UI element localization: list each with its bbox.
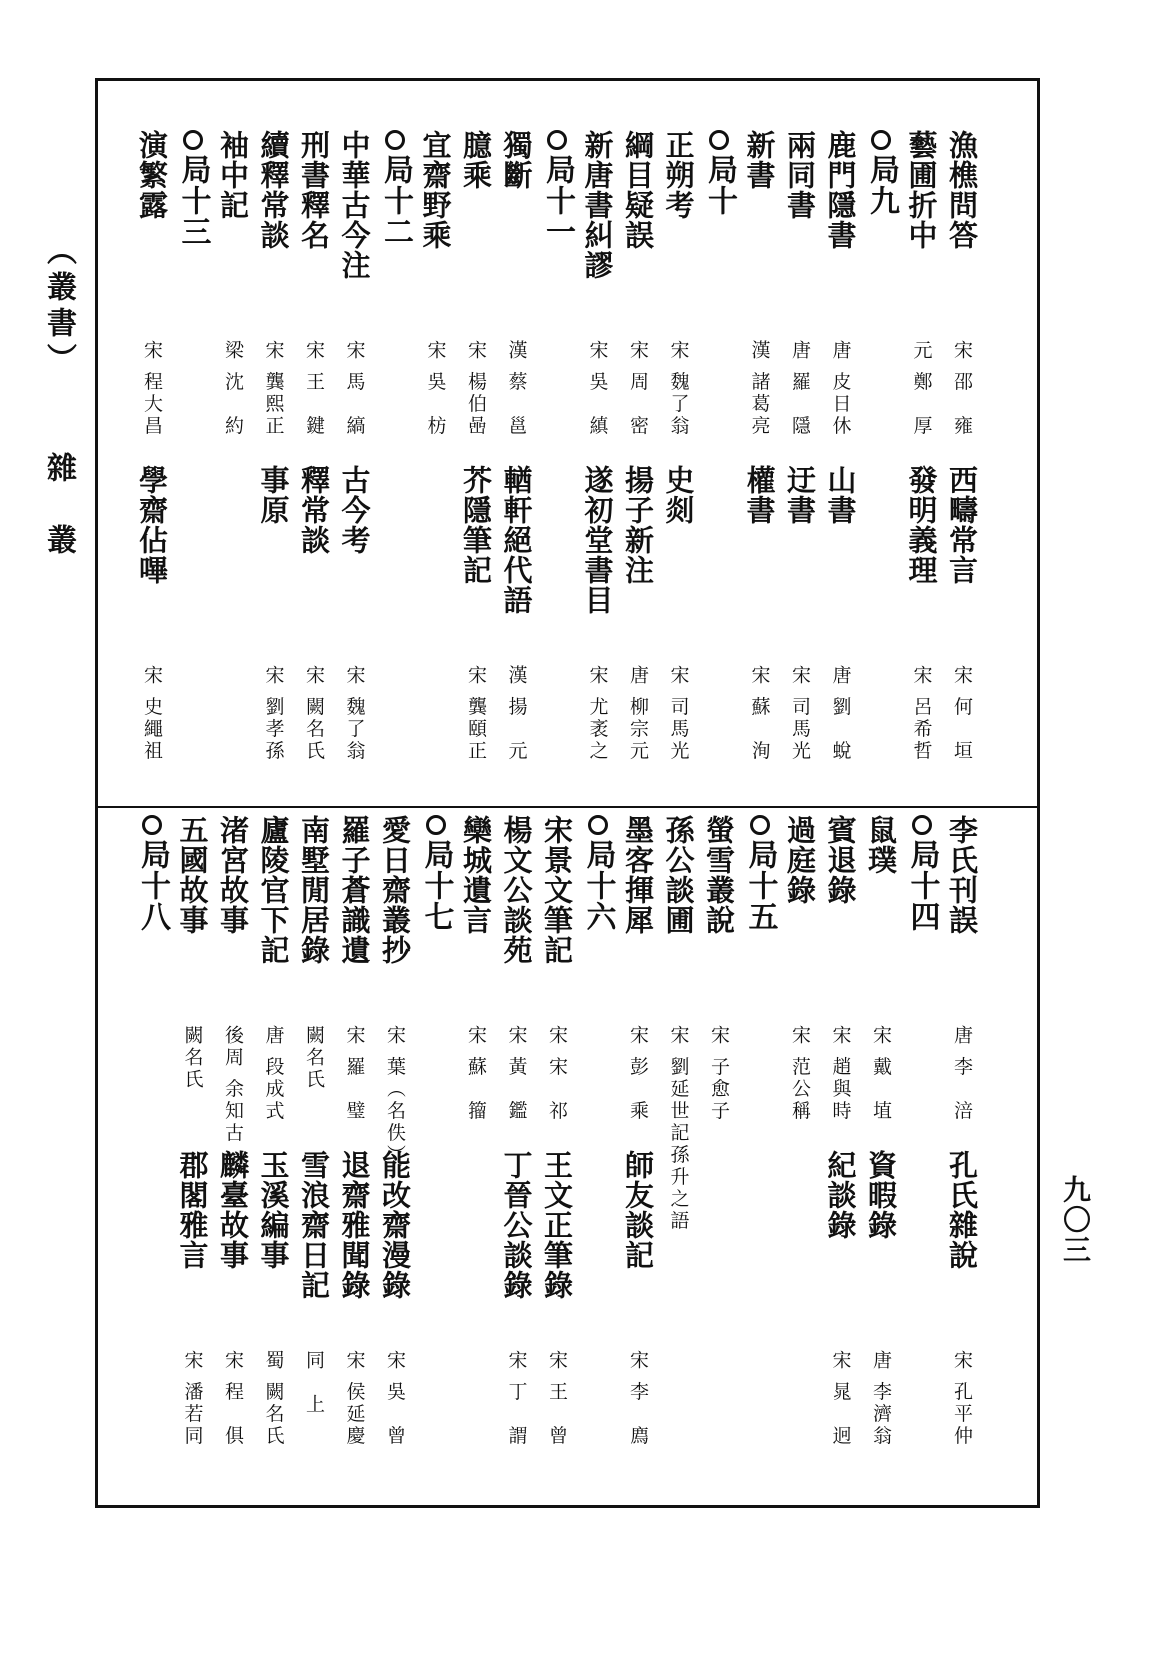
book-title: 螢雪叢說 bbox=[702, 815, 736, 935]
circle-marker-icon bbox=[142, 815, 162, 835]
book-title: 獨斷 bbox=[499, 130, 534, 190]
book-title: 學齋佔嗶 bbox=[135, 465, 169, 585]
volume-heading-label bbox=[378, 130, 412, 247]
book-title: 丁晉公談錄 bbox=[499, 1150, 534, 1300]
book-author: 宋 史繩祖 bbox=[141, 665, 163, 763]
book-title: 渚宮故事 bbox=[216, 815, 250, 935]
book-title: 事原 bbox=[256, 465, 291, 525]
book-author: 宋 楊伯喦 bbox=[465, 340, 487, 438]
book-author: 宋 尤袤之 bbox=[586, 665, 609, 763]
book-title: 孔氏雜說 bbox=[945, 1150, 979, 1270]
book-title: 南墅閒居錄 bbox=[297, 815, 331, 965]
book-title: 師友談記 bbox=[621, 1150, 655, 1270]
book-title: 過庭錄 bbox=[783, 815, 817, 905]
book-title: 麟臺故事 bbox=[216, 1150, 250, 1270]
book-author: 宋 魏了翁 bbox=[343, 665, 366, 763]
volume-heading-label bbox=[581, 815, 615, 932]
volume-heading-text: 局十四 bbox=[904, 839, 940, 932]
running-head-label: 雜 叢 bbox=[41, 451, 76, 560]
book-author: 宋 葉（名佚） bbox=[384, 1025, 406, 1167]
book-author: 宋 趙與時 bbox=[829, 1025, 852, 1123]
book-author: 宋 吳 縝 bbox=[586, 340, 609, 438]
book-author: 蜀 闕名氏 bbox=[262, 1350, 285, 1448]
book-author: 宋 黃 鑑 bbox=[505, 1025, 528, 1123]
book-author: 宋 馬 縞 bbox=[343, 340, 366, 438]
book-author: 宋 晁 迥 bbox=[829, 1350, 852, 1448]
book-author: 闕名氏 bbox=[303, 1025, 325, 1091]
volume-heading-text: 局十六 bbox=[580, 839, 616, 932]
book-author: 宋 潘若同 bbox=[181, 1350, 204, 1448]
circle-marker-icon bbox=[588, 815, 608, 835]
book-title: 宜齋野乘 bbox=[418, 130, 453, 250]
volume-heading-label bbox=[135, 815, 169, 932]
book-author: 漢 蔡 邕 bbox=[505, 340, 528, 438]
book-title: 迂書 bbox=[783, 465, 817, 525]
book-title: 續釋常談 bbox=[256, 130, 291, 250]
book-title: 西疇常言 bbox=[945, 465, 979, 585]
book-author: 宋 宋 祁 bbox=[546, 1025, 568, 1123]
volume-heading-text: 局十二 bbox=[378, 154, 413, 247]
volume-heading-label bbox=[702, 130, 736, 216]
book-title: 史剡 bbox=[661, 465, 696, 525]
book-author: 宋 程 俱 bbox=[222, 1350, 244, 1448]
book-title: 郡閣雅言 bbox=[175, 1150, 210, 1270]
book-title: 新書 bbox=[742, 130, 777, 190]
running-head bbox=[40, 235, 80, 560]
book-title: 輶軒絕代語 bbox=[499, 465, 534, 615]
volume-heading-label bbox=[743, 815, 777, 932]
volume-heading-label bbox=[176, 130, 210, 247]
book-author: 宋 吳 曾 bbox=[384, 1350, 406, 1448]
book-title: 欒城遺言 bbox=[459, 815, 493, 935]
book-title: 鼠璞 bbox=[864, 815, 898, 875]
book-title: 鹿門隱書 bbox=[823, 130, 858, 250]
book-title: 山書 bbox=[823, 465, 858, 525]
book-title: 五國故事 bbox=[175, 815, 210, 935]
book-title: 釋常談 bbox=[297, 465, 331, 555]
circle-marker-icon bbox=[709, 130, 729, 150]
book-title: 賓退錄 bbox=[823, 815, 858, 905]
book-author: 宋 闕名氏 bbox=[303, 665, 325, 763]
book-title: 正朔考 bbox=[661, 130, 696, 220]
book-title: 廬陵官下記 bbox=[256, 815, 291, 965]
running-head-bracket: （叢書） bbox=[41, 235, 76, 379]
book-author: 宋 蘇 籀 bbox=[465, 1025, 487, 1123]
book-title: 紀談錄 bbox=[823, 1150, 858, 1240]
book-author: 漢 諸葛亮 bbox=[748, 340, 771, 438]
book-title: 芥隱筆記 bbox=[459, 465, 493, 585]
book-author: 梁 沈 約 bbox=[222, 340, 244, 438]
book-title: 漁樵問答 bbox=[945, 130, 979, 250]
volume-heading-text: 局十 bbox=[702, 154, 737, 216]
book-author: 宋 劉延世記孫升之語 bbox=[667, 1025, 690, 1233]
book-author: 宋 王 鍵 bbox=[303, 340, 325, 438]
book-title: 臆乘 bbox=[459, 130, 493, 190]
book-author: 宋 司馬光 bbox=[667, 665, 690, 763]
book-author: 唐 皮日休 bbox=[829, 340, 852, 438]
book-title: 愛日齋叢抄 bbox=[378, 815, 412, 965]
book-title: 墨客揮犀 bbox=[621, 815, 655, 935]
book-author: 宋 劉孝孫 bbox=[262, 665, 285, 763]
book-author: 宋 丁 謂 bbox=[505, 1350, 528, 1448]
book-author: 漢 揚 元 bbox=[505, 665, 528, 763]
book-title: 發明義理 bbox=[904, 465, 939, 585]
book-author: 宋 彭 乘 bbox=[627, 1025, 649, 1123]
book-title: 遂初堂書目 bbox=[580, 465, 615, 615]
circle-marker-icon bbox=[426, 815, 446, 835]
book-title: 王文正筆錄 bbox=[540, 1150, 574, 1300]
book-title: 宋景文筆記 bbox=[540, 815, 574, 965]
circle-marker-icon bbox=[871, 130, 891, 150]
book-author: 宋 龔熙正 bbox=[262, 340, 285, 438]
volume-heading-text: 局十五 bbox=[742, 839, 778, 932]
book-author: 元 鄭 厚 bbox=[910, 340, 933, 438]
book-author: 宋 魏了翁 bbox=[667, 340, 690, 438]
book-title: 羅子蒼識遺 bbox=[337, 815, 372, 965]
volume-heading-text: 局九 bbox=[864, 154, 899, 216]
book-author: 宋 吳 枋 bbox=[424, 340, 447, 438]
circle-marker-icon bbox=[547, 130, 567, 150]
volume-heading-label bbox=[905, 815, 939, 932]
book-author: 宋 范公稱 bbox=[789, 1025, 811, 1123]
book-author: 宋 李 廌 bbox=[627, 1350, 649, 1448]
book-author: 唐 劉 蛻 bbox=[829, 665, 852, 763]
volume-heading-text: 局十一 bbox=[540, 154, 575, 247]
book-author: 宋 周 密 bbox=[627, 340, 649, 438]
book-author: 宋 何 垣 bbox=[951, 665, 973, 763]
book-title: 孫公談圃 bbox=[661, 815, 696, 935]
volume-heading-text: 局十七 bbox=[418, 839, 454, 932]
circle-marker-icon bbox=[183, 130, 203, 150]
book-title: 綱目疑誤 bbox=[621, 130, 655, 250]
book-author: 宋 孔平仲 bbox=[951, 1350, 973, 1448]
book-author: 唐 柳宗元 bbox=[627, 665, 649, 763]
book-author: 唐 李濟翁 bbox=[870, 1350, 892, 1448]
book-title: 能改齋漫錄 bbox=[378, 1150, 412, 1300]
book-title: 雪浪齋日記 bbox=[297, 1150, 331, 1300]
book-author: 宋 程大昌 bbox=[141, 340, 163, 438]
volume-heading-label bbox=[419, 815, 453, 932]
book-title: 兩同書 bbox=[783, 130, 817, 220]
book-title: 藝圃折中 bbox=[904, 130, 939, 250]
book-title: 刑書釋名 bbox=[297, 130, 331, 250]
book-author: 宋 呂希哲 bbox=[910, 665, 933, 763]
book-author: 宋 蘇 洵 bbox=[748, 665, 771, 763]
book-author: 唐 李 涪 bbox=[951, 1025, 973, 1123]
volume-heading-text: 局十八 bbox=[135, 839, 170, 932]
volume-heading-label bbox=[540, 130, 574, 247]
book-title: 資暇錄 bbox=[864, 1150, 898, 1240]
book-author: 宋 司馬光 bbox=[789, 665, 811, 763]
book-author: 同 上 bbox=[303, 1350, 325, 1416]
book-author: 宋 戴 埴 bbox=[870, 1025, 892, 1123]
book-title: 揚子新注 bbox=[621, 465, 655, 585]
book-author: 後周 余知古 bbox=[222, 1025, 244, 1145]
book-title: 玉溪編事 bbox=[256, 1150, 291, 1270]
volume-heading-text: 局十三 bbox=[175, 154, 211, 247]
book-title: 楊文公談苑 bbox=[499, 815, 534, 965]
book-author: 宋 邵 雍 bbox=[951, 340, 973, 438]
book-title: 中華古今注 bbox=[337, 130, 372, 280]
book-author: 唐 段成式 bbox=[262, 1025, 285, 1123]
book-author: 宋 王 曾 bbox=[546, 1350, 568, 1448]
book-author: 宋 子愈子 bbox=[708, 1025, 730, 1123]
circle-marker-icon bbox=[912, 815, 932, 835]
book-author: 宋 龔頤正 bbox=[465, 665, 487, 763]
book-title: 李氏刊誤 bbox=[945, 815, 979, 935]
circle-marker-icon bbox=[385, 130, 405, 150]
book-title: 退齋雅聞錄 bbox=[337, 1150, 372, 1300]
book-author: 宋 羅 璧 bbox=[343, 1025, 366, 1123]
section-divider bbox=[95, 806, 1040, 808]
book-title: 新唐書糾謬 bbox=[580, 130, 615, 280]
volume-heading-label bbox=[864, 130, 898, 216]
book-title: 袖中記 bbox=[216, 130, 250, 220]
book-author: 宋 侯延慶 bbox=[343, 1350, 366, 1448]
book-author: 唐 羅 隱 bbox=[789, 340, 811, 438]
book-title: 古今考 bbox=[337, 465, 372, 555]
book-title: 演繁露 bbox=[135, 130, 169, 220]
book-title: 權書 bbox=[742, 465, 777, 525]
book-author: 闕名氏 bbox=[181, 1025, 204, 1091]
circle-marker-icon bbox=[750, 815, 770, 835]
page-number: 九〇三 bbox=[1059, 1175, 1092, 1265]
